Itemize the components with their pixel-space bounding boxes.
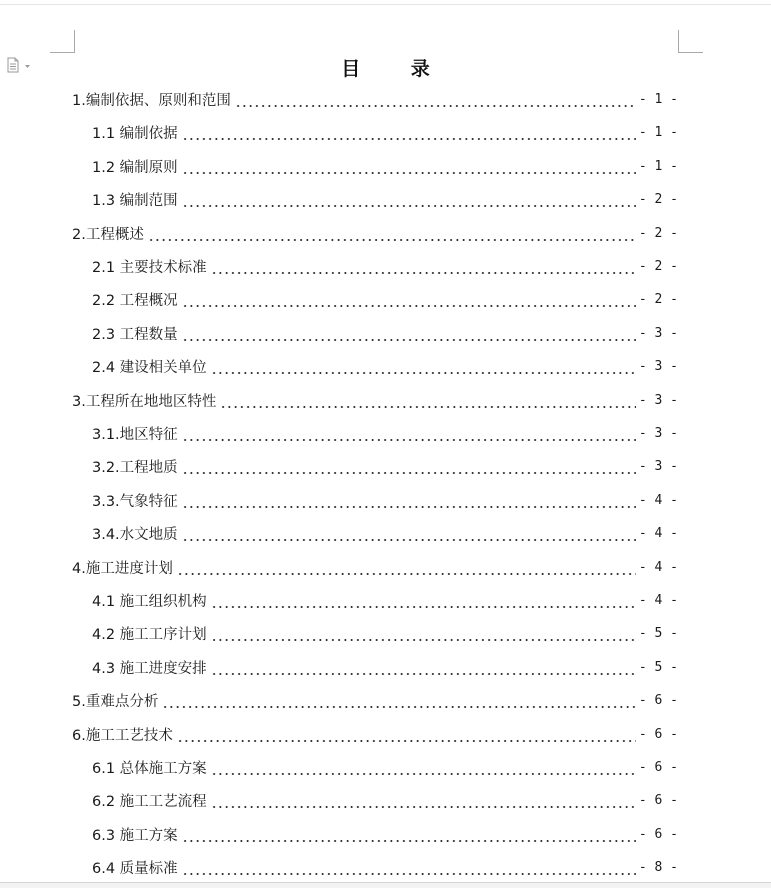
toc-page-number: - 4 - xyxy=(638,593,678,608)
toc-page-number: - 2 - xyxy=(638,259,678,274)
toc-entry-label: 6.2 施工工艺流程 xyxy=(92,794,207,810)
toc-entry[interactable] xyxy=(92,116,678,149)
toc-entry-label: 6.4 质量标准 xyxy=(92,861,178,877)
toc-page-number: - 2 - xyxy=(638,226,678,241)
toc-dot-leader xyxy=(182,160,636,174)
toc-dot-leader xyxy=(211,594,636,608)
toc-dot-leader xyxy=(220,394,636,408)
toc-entry-label: 3.4.水文地质 xyxy=(92,527,178,543)
toc-entry[interactable] xyxy=(92,751,678,784)
toc-entry[interactable] xyxy=(72,551,678,584)
toc-dot-leader xyxy=(211,260,636,274)
toc-entry[interactable] xyxy=(92,283,678,316)
toc-entry[interactable] xyxy=(72,718,678,751)
toc-dot-leader xyxy=(182,494,636,508)
toc-entry-label: 1.2 编制原则 xyxy=(92,160,178,176)
toc-entry-label: 3.工程所在地地区特性 xyxy=(72,394,217,410)
toc-page-number: - 3 - xyxy=(638,326,678,341)
toc-dot-leader xyxy=(182,527,636,541)
toc-entry-label: 1.1 编制依据 xyxy=(92,126,178,142)
toc-entry-label: 5.重难点分析 xyxy=(72,694,159,710)
toc-entry-label: 4.1 施工组织机构 xyxy=(92,594,207,610)
toc-dot-leader xyxy=(211,360,636,374)
toc-page-number: - 5 - xyxy=(638,626,678,641)
toc-page-number: - 6 - xyxy=(638,693,678,708)
toc-dot-leader xyxy=(182,193,636,207)
toc-page-number: - 4 - xyxy=(638,526,678,541)
margin-corner-top-right xyxy=(678,30,703,53)
toc-dot-leader xyxy=(182,427,636,441)
toc-page-number: - 1 - xyxy=(638,92,678,107)
toc-dot-leader xyxy=(148,227,636,241)
toc-dot-leader xyxy=(182,861,636,875)
toc-entry-label: 2.4 建设相关单位 xyxy=(92,360,207,376)
page-top-edge xyxy=(0,4,771,5)
toc-entry-label: 6.施工工艺技术 xyxy=(72,728,173,744)
toc-page-number: - 5 - xyxy=(638,660,678,675)
toc-entry[interactable] xyxy=(92,851,678,883)
toc-dot-leader xyxy=(211,627,636,641)
toc-entry-label: 4.3 施工进度安排 xyxy=(92,661,207,677)
toc-entry-label: 3.2.工程地质 xyxy=(92,460,178,476)
toc-page-number: - 1 - xyxy=(638,125,678,140)
toc-entry-label: 6.1 总体施工方案 xyxy=(92,761,207,777)
toc-entry-label: 1.3 编制范围 xyxy=(92,193,178,209)
toc-dot-leader xyxy=(177,561,636,575)
toc-dot-leader xyxy=(182,327,636,341)
toc-page-number: - 3 - xyxy=(638,393,678,408)
toc-page-number: - 4 - xyxy=(638,560,678,575)
toc-page-number: - 2 - xyxy=(638,292,678,307)
toc-entry[interactable] xyxy=(92,450,678,483)
toc-title: 目 录 xyxy=(341,58,452,80)
toc-page-number: - 3 - xyxy=(638,359,678,374)
toc-entry-label: 1.编制依据、原则和范围 xyxy=(72,93,231,109)
toc-entry[interactable] xyxy=(72,217,678,250)
toc-entry[interactable] xyxy=(72,684,678,717)
toc-entry-label: 2.工程概述 xyxy=(72,227,144,243)
toc-dot-leader xyxy=(211,761,636,775)
toc-dot-leader xyxy=(235,93,636,107)
toc-entry[interactable] xyxy=(92,150,678,183)
toc-page-number: - 6 - xyxy=(638,727,678,742)
toc-page-number: - 3 - xyxy=(638,426,678,441)
toc-entry[interactable] xyxy=(92,317,678,350)
toc-entry[interactable] xyxy=(92,484,678,517)
toc-entry[interactable] xyxy=(92,183,678,216)
margin-corner-top-left xyxy=(50,30,75,53)
toc-entry-label: 6.3 施工方案 xyxy=(92,828,178,844)
toc-dot-leader xyxy=(182,828,636,842)
toc-dot-leader xyxy=(211,794,636,808)
toc-entry-label: 2.3 工程数量 xyxy=(92,327,178,343)
toc-page-number: - 3 - xyxy=(638,459,678,474)
toc-dot-leader xyxy=(182,293,636,307)
toc-page-number: - 1 - xyxy=(638,159,678,174)
toc-entry[interactable] xyxy=(72,83,678,116)
toc-entry[interactable] xyxy=(92,617,678,650)
toc-entry-label: 4.2 施工工序计划 xyxy=(92,627,207,643)
toc-dot-leader xyxy=(162,694,636,708)
toc-entry[interactable] xyxy=(92,818,678,851)
toc-entry[interactable] xyxy=(92,651,678,684)
toc-page-number: - 2 - xyxy=(638,192,678,207)
toc-page-number: - 4 - xyxy=(638,493,678,508)
toc-entry-label: 2.2 工程概况 xyxy=(92,293,178,309)
toc-page-number: - 6 - xyxy=(638,760,678,775)
toc-entry-label: 3.3.气象特征 xyxy=(92,494,178,510)
toc-entry[interactable] xyxy=(72,384,678,417)
toc-dot-leader xyxy=(182,126,636,140)
toc-page-number: - 6 - xyxy=(638,793,678,808)
toc-page-number: - 6 - xyxy=(638,827,678,842)
toc-entry[interactable] xyxy=(92,417,678,450)
toc-dot-leader xyxy=(211,661,636,675)
toc-entry[interactable] xyxy=(92,350,678,383)
toc-dot-leader xyxy=(177,728,636,742)
toc-entry-label: 3.1.地区特征 xyxy=(92,427,178,443)
toc-entry[interactable] xyxy=(92,250,678,283)
toc-page-number: - 8 - xyxy=(638,860,678,875)
toc-dot-leader xyxy=(182,460,636,474)
toc-entry-label: 4.施工进度计划 xyxy=(72,561,173,577)
toc-entry[interactable] xyxy=(92,584,678,617)
toc-entry[interactable] xyxy=(92,517,678,550)
toc-entry-label: 2.1 主要技术标准 xyxy=(92,260,207,276)
toc-entry[interactable] xyxy=(92,784,678,817)
